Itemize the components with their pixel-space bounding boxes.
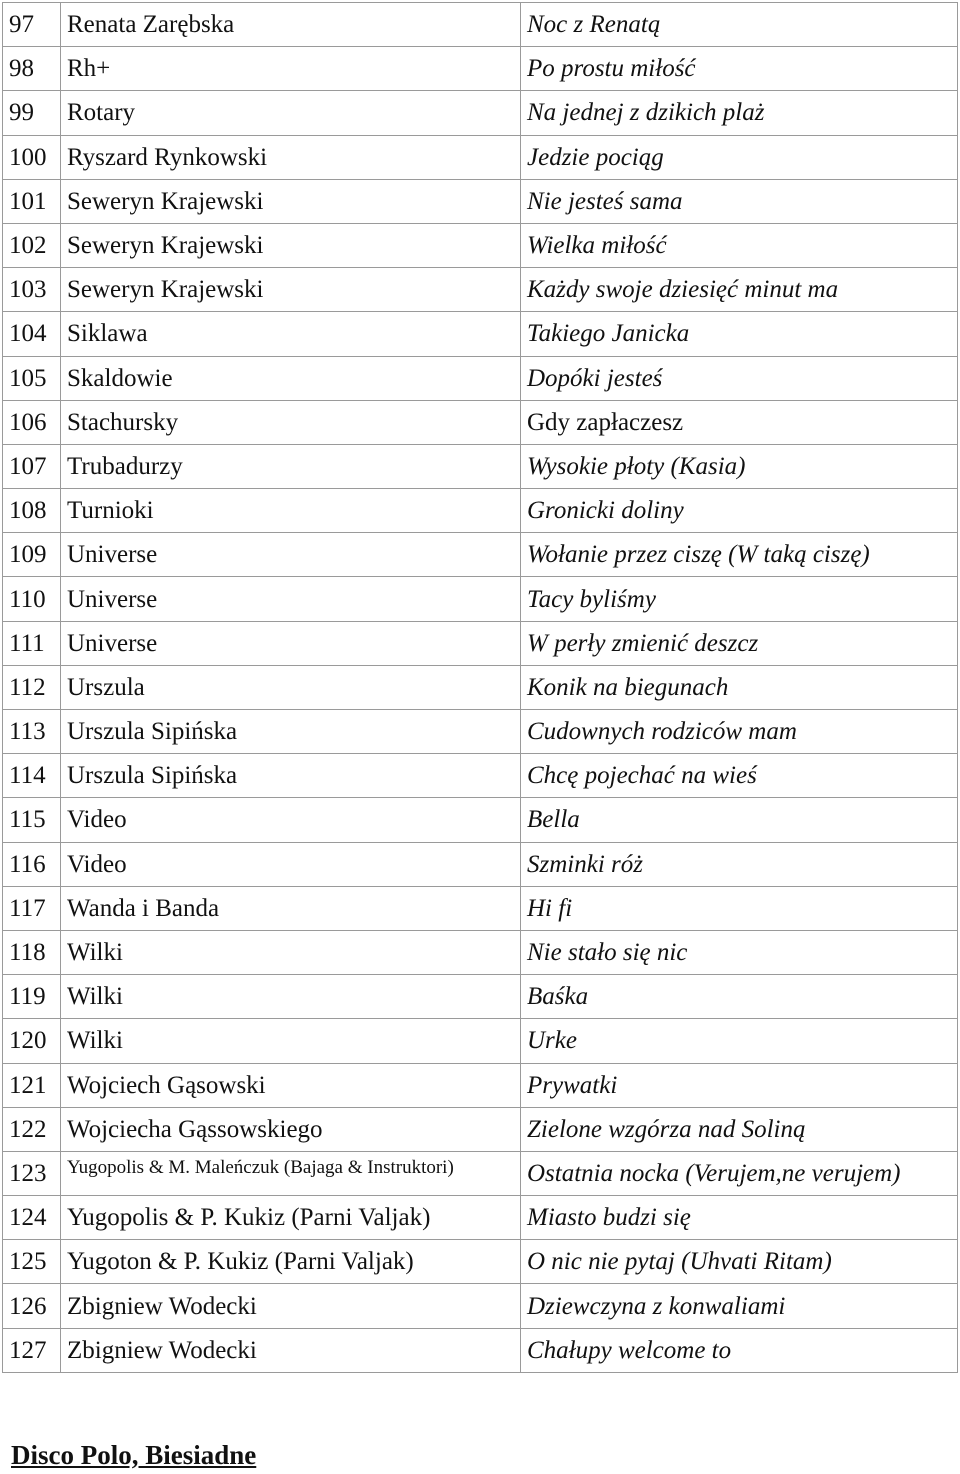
- song-table: [2, 2, 958, 1373]
- table-row: [3, 621, 958, 665]
- song-title-cell: Baśka: [521, 975, 958, 1019]
- song-title-cell: Miasto budzi się: [521, 1196, 958, 1240]
- song-title-cell: Jedzie pociąg: [521, 135, 958, 179]
- row-number: 126: [3, 1284, 61, 1328]
- table-row: [3, 268, 958, 312]
- row-number: 102: [3, 223, 61, 267]
- artist-cell: Seweryn Krajewski: [61, 268, 521, 312]
- artist-cell: Wanda i Banda: [61, 886, 521, 930]
- artist-cell: Renata Zarębska: [61, 3, 521, 47]
- song-title-cell: Chcę pojechać na wieś: [521, 754, 958, 798]
- row-number: 120: [3, 1019, 61, 1063]
- table-row: [3, 135, 958, 179]
- row-number: 104: [3, 312, 61, 356]
- row-number: 121: [3, 1063, 61, 1107]
- song-title-cell: Takiego Janicka: [521, 312, 958, 356]
- row-number: 103: [3, 268, 61, 312]
- row-number: 98: [3, 47, 61, 91]
- artist-cell: Seweryn Krajewski: [61, 179, 521, 223]
- row-number: 123: [3, 1151, 61, 1195]
- artist-cell: Rh+: [61, 47, 521, 91]
- song-title-cell: Prywatki: [521, 1063, 958, 1107]
- artist-cell: Skaldowie: [61, 356, 521, 400]
- song-title-cell: W perły zmienić deszcz: [521, 621, 958, 665]
- artist-cell: Universe: [61, 577, 521, 621]
- table-row: [3, 1019, 958, 1063]
- table-row: [3, 1063, 958, 1107]
- song-title-cell: Gdy zapłaczesz: [521, 400, 958, 444]
- table-row: [3, 312, 958, 356]
- section-heading: Disco Polo, Biesiadne: [11, 1440, 257, 1470]
- row-number: 127: [3, 1328, 61, 1372]
- table-row: [3, 533, 958, 577]
- artist-cell: Wilki: [61, 930, 521, 974]
- table-row: [3, 1151, 958, 1195]
- song-title-cell: Gronicki doliny: [521, 489, 958, 533]
- artist-cell: Seweryn Krajewski: [61, 223, 521, 267]
- row-number: 110: [3, 577, 61, 621]
- artist-cell: Trubadurzy: [61, 444, 521, 488]
- table-row: [3, 1240, 958, 1284]
- artist-cell: Urszula Sipińska: [61, 754, 521, 798]
- artist-cell: Stachursky: [61, 400, 521, 444]
- table-row: [3, 798, 958, 842]
- table-row: [3, 489, 958, 533]
- row-number: 106: [3, 400, 61, 444]
- row-number: 99: [3, 91, 61, 135]
- table-row: [3, 710, 958, 754]
- song-title-cell: Dopóki jesteś: [521, 356, 958, 400]
- row-number: 117: [3, 886, 61, 930]
- artist-cell: Zbigniew Wodecki: [61, 1284, 521, 1328]
- song-title-cell: Konik na biegunach: [521, 665, 958, 709]
- table-row: [3, 400, 958, 444]
- table-row: [3, 223, 958, 267]
- artist-cell: Yugopolis & P. Kukiz (Parni Valjak): [61, 1196, 521, 1240]
- table-row: [3, 975, 958, 1019]
- song-title-cell: Nie jesteś sama: [521, 179, 958, 223]
- song-title-cell: Szminki róż: [521, 842, 958, 886]
- song-title-cell: Chałupy welcome to: [521, 1328, 958, 1372]
- artist-cell: Urszula: [61, 665, 521, 709]
- artist-cell: Yugoton & P. Kukiz (Parni Valjak): [61, 1240, 521, 1284]
- table-row: [3, 444, 958, 488]
- row-number: 125: [3, 1240, 61, 1284]
- row-number: 114: [3, 754, 61, 798]
- table-row: [3, 665, 958, 709]
- song-title-cell: Tacy byliśmy: [521, 577, 958, 621]
- table-row: [3, 1196, 958, 1240]
- song-title-cell: Nie stało się nic: [521, 930, 958, 974]
- artist-cell: Wilki: [61, 975, 521, 1019]
- row-number: 115: [3, 798, 61, 842]
- song-title-cell: Bella: [521, 798, 958, 842]
- table-row: [3, 754, 958, 798]
- song-title-cell: Urke: [521, 1019, 958, 1063]
- table-row: [3, 356, 958, 400]
- song-title-cell: Zielone wzgórza nad Soliną: [521, 1107, 958, 1151]
- artist-cell: Rotary: [61, 91, 521, 135]
- row-number: 113: [3, 710, 61, 754]
- artist-cell: Siklawa: [61, 312, 521, 356]
- song-title-cell: Wołanie przez ciszę (W taką ciszę): [521, 533, 958, 577]
- table-row: [3, 1107, 958, 1151]
- song-title-cell: Dziewczyna z konwaliami: [521, 1284, 958, 1328]
- song-title-cell: Hi fi: [521, 886, 958, 930]
- table-row: [3, 91, 958, 135]
- table-row: [3, 577, 958, 621]
- song-title-cell: O nic nie pytaj (Uhvati Ritam): [521, 1240, 958, 1284]
- row-number: 118: [3, 930, 61, 974]
- artist-cell: Ryszard Rynkowski: [61, 135, 521, 179]
- row-number: 111: [3, 621, 61, 665]
- artist-cell: Turnioki: [61, 489, 521, 533]
- artist-cell: Yugopolis & M. Maleńczuk (Bajaga & Instruktori): [61, 1151, 521, 1195]
- row-number: 112: [3, 665, 61, 709]
- song-title-cell: Cudownych rodziców mam: [521, 710, 958, 754]
- artist-cell: Wojciecha Gąssowskiego: [61, 1107, 521, 1151]
- row-number: 124: [3, 1196, 61, 1240]
- row-number: 109: [3, 533, 61, 577]
- song-title-cell: Na jednej z dzikich plaż: [521, 91, 958, 135]
- song-title-cell: Noc z Renatą: [521, 3, 958, 47]
- artist-cell: Universe: [61, 533, 521, 577]
- row-number: 107: [3, 444, 61, 488]
- artist-cell: Universe: [61, 621, 521, 665]
- table-row: [3, 842, 958, 886]
- row-number: 108: [3, 489, 61, 533]
- song-title-cell: Każdy swoje dziesięć minut ma: [521, 268, 958, 312]
- song-title-cell: Ostatnia nocka (Verujem,ne verujem): [521, 1151, 958, 1195]
- table-row: [3, 1284, 958, 1328]
- table-row: [3, 3, 958, 47]
- table-row: [3, 47, 958, 91]
- table-row: [3, 179, 958, 223]
- row-number: 122: [3, 1107, 61, 1151]
- artist-cell: Wilki: [61, 1019, 521, 1063]
- row-number: 101: [3, 179, 61, 223]
- table-row: [3, 930, 958, 974]
- row-number: 116: [3, 842, 61, 886]
- row-number: 105: [3, 356, 61, 400]
- row-number: 119: [3, 975, 61, 1019]
- table-row: [3, 886, 958, 930]
- artist-cell: Urszula Sipińska: [61, 710, 521, 754]
- song-title-cell: Wysokie płoty (Kasia): [521, 444, 958, 488]
- song-rows: [3, 3, 958, 1373]
- artist-cell: Video: [61, 842, 521, 886]
- row-number: 97: [3, 3, 61, 47]
- row-number: 100: [3, 135, 61, 179]
- artist-cell: Video: [61, 798, 521, 842]
- song-title-cell: Wielka miłość: [521, 223, 958, 267]
- song-title-cell: Po prostu miłość: [521, 47, 958, 91]
- artist-cell: Wojciech Gąsowski: [61, 1063, 521, 1107]
- table-row: [3, 1328, 958, 1372]
- artist-cell: Zbigniew Wodecki: [61, 1328, 521, 1372]
